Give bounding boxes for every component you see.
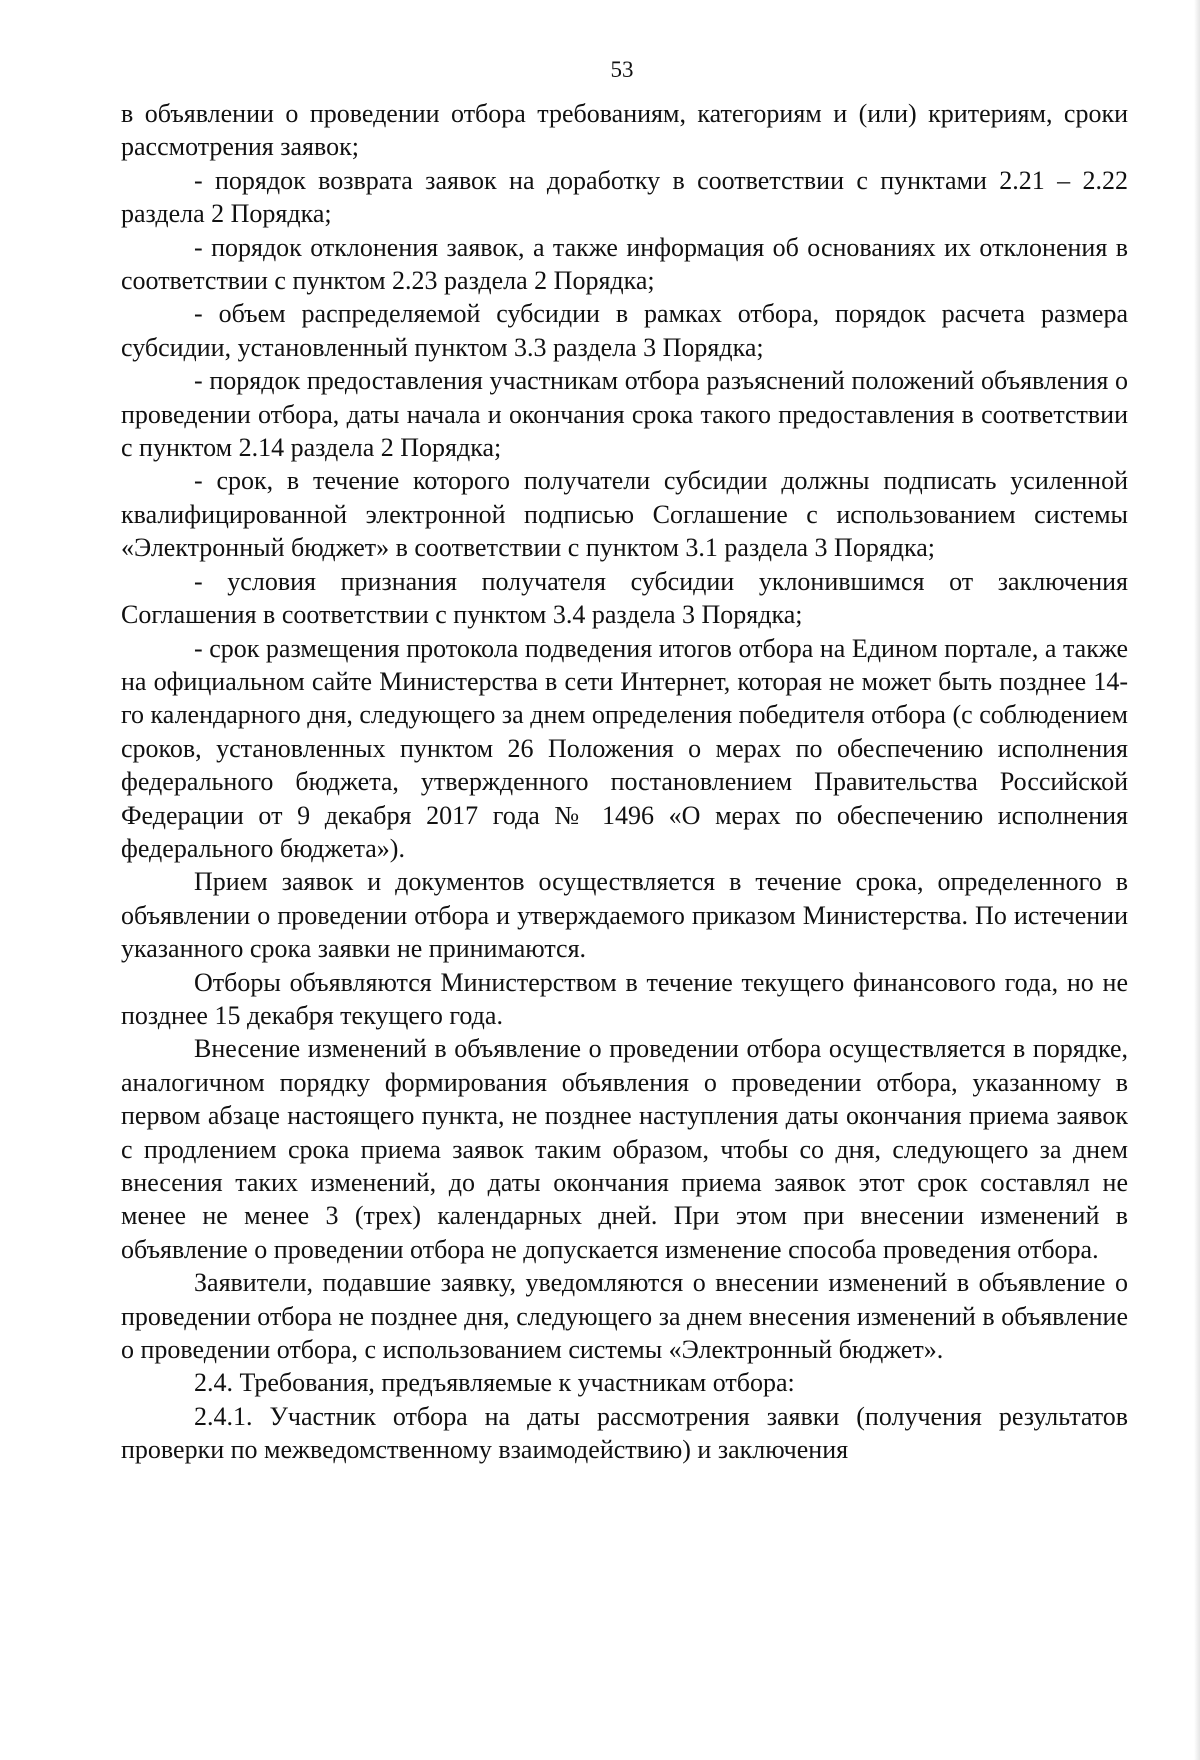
list-item-signing-deadline: - срок, в течение которого получатели субсидии должны подписать усиленной квалифицированной электронной подписью Соглашение с использованием системы «Электронный бюджет» в соответствии с пунктом 3.1 раздела 3 Порядка;	[121, 466, 1128, 563]
list-item-clarifications: - порядок предоставления участникам отбора разъяснений положений объявления о проведении отбора, даты начала и окончания срока такого предоставления в соответствии с пунктом 2.14 раздела 2 Порядка;	[121, 366, 1128, 463]
paragraph-applicant-notification: Заявители, подавшие заявку, уведомляются о внесении изменений в объявление о проведении отбора не позднее дня, следующего за днем внесения изменений в объявление о проведении отбора, с использованием системы «Электронный бюджет».	[121, 1268, 1128, 1365]
list-item-protocol-deadline: - срок размещения протокола подведения итогов отбора на Едином портале, а также на официальном сайте Министерства в сети Интернет, которая не может быть позднее 14-го календарного дня, следующего за днем определения победителя отбора (с соблюдением сроков, установленных пунктом 26 Положения о мерах по обеспечению исполнения федерального бюджета, утвержденного постановлением Правительства Российской Федерации от 9 декабря 2017 года № 1496 «О мерах по обеспечению исполнения федерального бюджета»).	[121, 633, 1128, 863]
paragraph-announcement-changes: Внесение изменений в объявление о проведении отбора осуществляется в порядке, аналогичном порядку формирования объявления о проведении отбора, указанному в первом абзаце настоящего пункта, не позднее наступления даты окончания приема заявок с продлением срока приема заявок таким образом, чтобы со дня, следующего за днем внесения таких изменений, до даты окончания приема заявок этот срок составлял не менее не менее 3 (трех) календарных дней. При этом при внесении изменений в объявление о проведении отбора не допускается изменение способа проведения отбора.	[121, 1034, 1128, 1264]
list-item-rejection-procedure: - порядок отклонения заявок, а также информация об основаниях их отклонения в соответствии с пунктом 2.23 раздела 2 Порядка;	[121, 232, 1128, 296]
page-number: 53	[610, 57, 634, 82]
list-item-evasion-conditions: - условия признания получателя субсидии уклонившимся от заключения Соглашения в соответствии с пунктом 3.4 раздела 3 Порядка;	[121, 566, 1128, 630]
section-heading-2-4: 2.4. Требования, предъявляемые к участникам отбора:	[194, 1368, 795, 1398]
paragraph-announcement-timing: Отборы объявляются Министерством в течение текущего финансового года, но не позднее 15 декабря текущего года.	[121, 967, 1128, 1030]
paragraph-applications-acceptance: Прием заявок и документов осуществляется в течение срока, определенного в объявлении о проведении отбора и утверждаемого приказом Министерства. По истечении указанного срока заявки не принимаются.	[121, 867, 1128, 964]
scan-edge-shadow	[1194, 0, 1200, 1760]
paragraph-2-4-1: 2.4.1. Участник отбора на даты рассмотрения заявки (получения результатов проверки по межведомственному взаимодействию) и заключения	[121, 1401, 1128, 1465]
document-body	[121, 97, 1128, 1467]
list-item-return-procedure: - порядок возврата заявок на доработку в соответствии с пунктами 2.21 – 2.22 раздела 2 Порядка;	[121, 165, 1128, 229]
paragraph-continuation: в объявлении о проведении отбора требованиям, категориям и (или) критериям, сроки рассмотрения заявок;	[121, 99, 1128, 162]
list-item-subsidy-volume: - объем распределяемой субсидии в рамках отбора, порядок расчета размера субсидии, установленный пунктом 3.3 раздела 3 Порядка;	[121, 299, 1128, 362]
